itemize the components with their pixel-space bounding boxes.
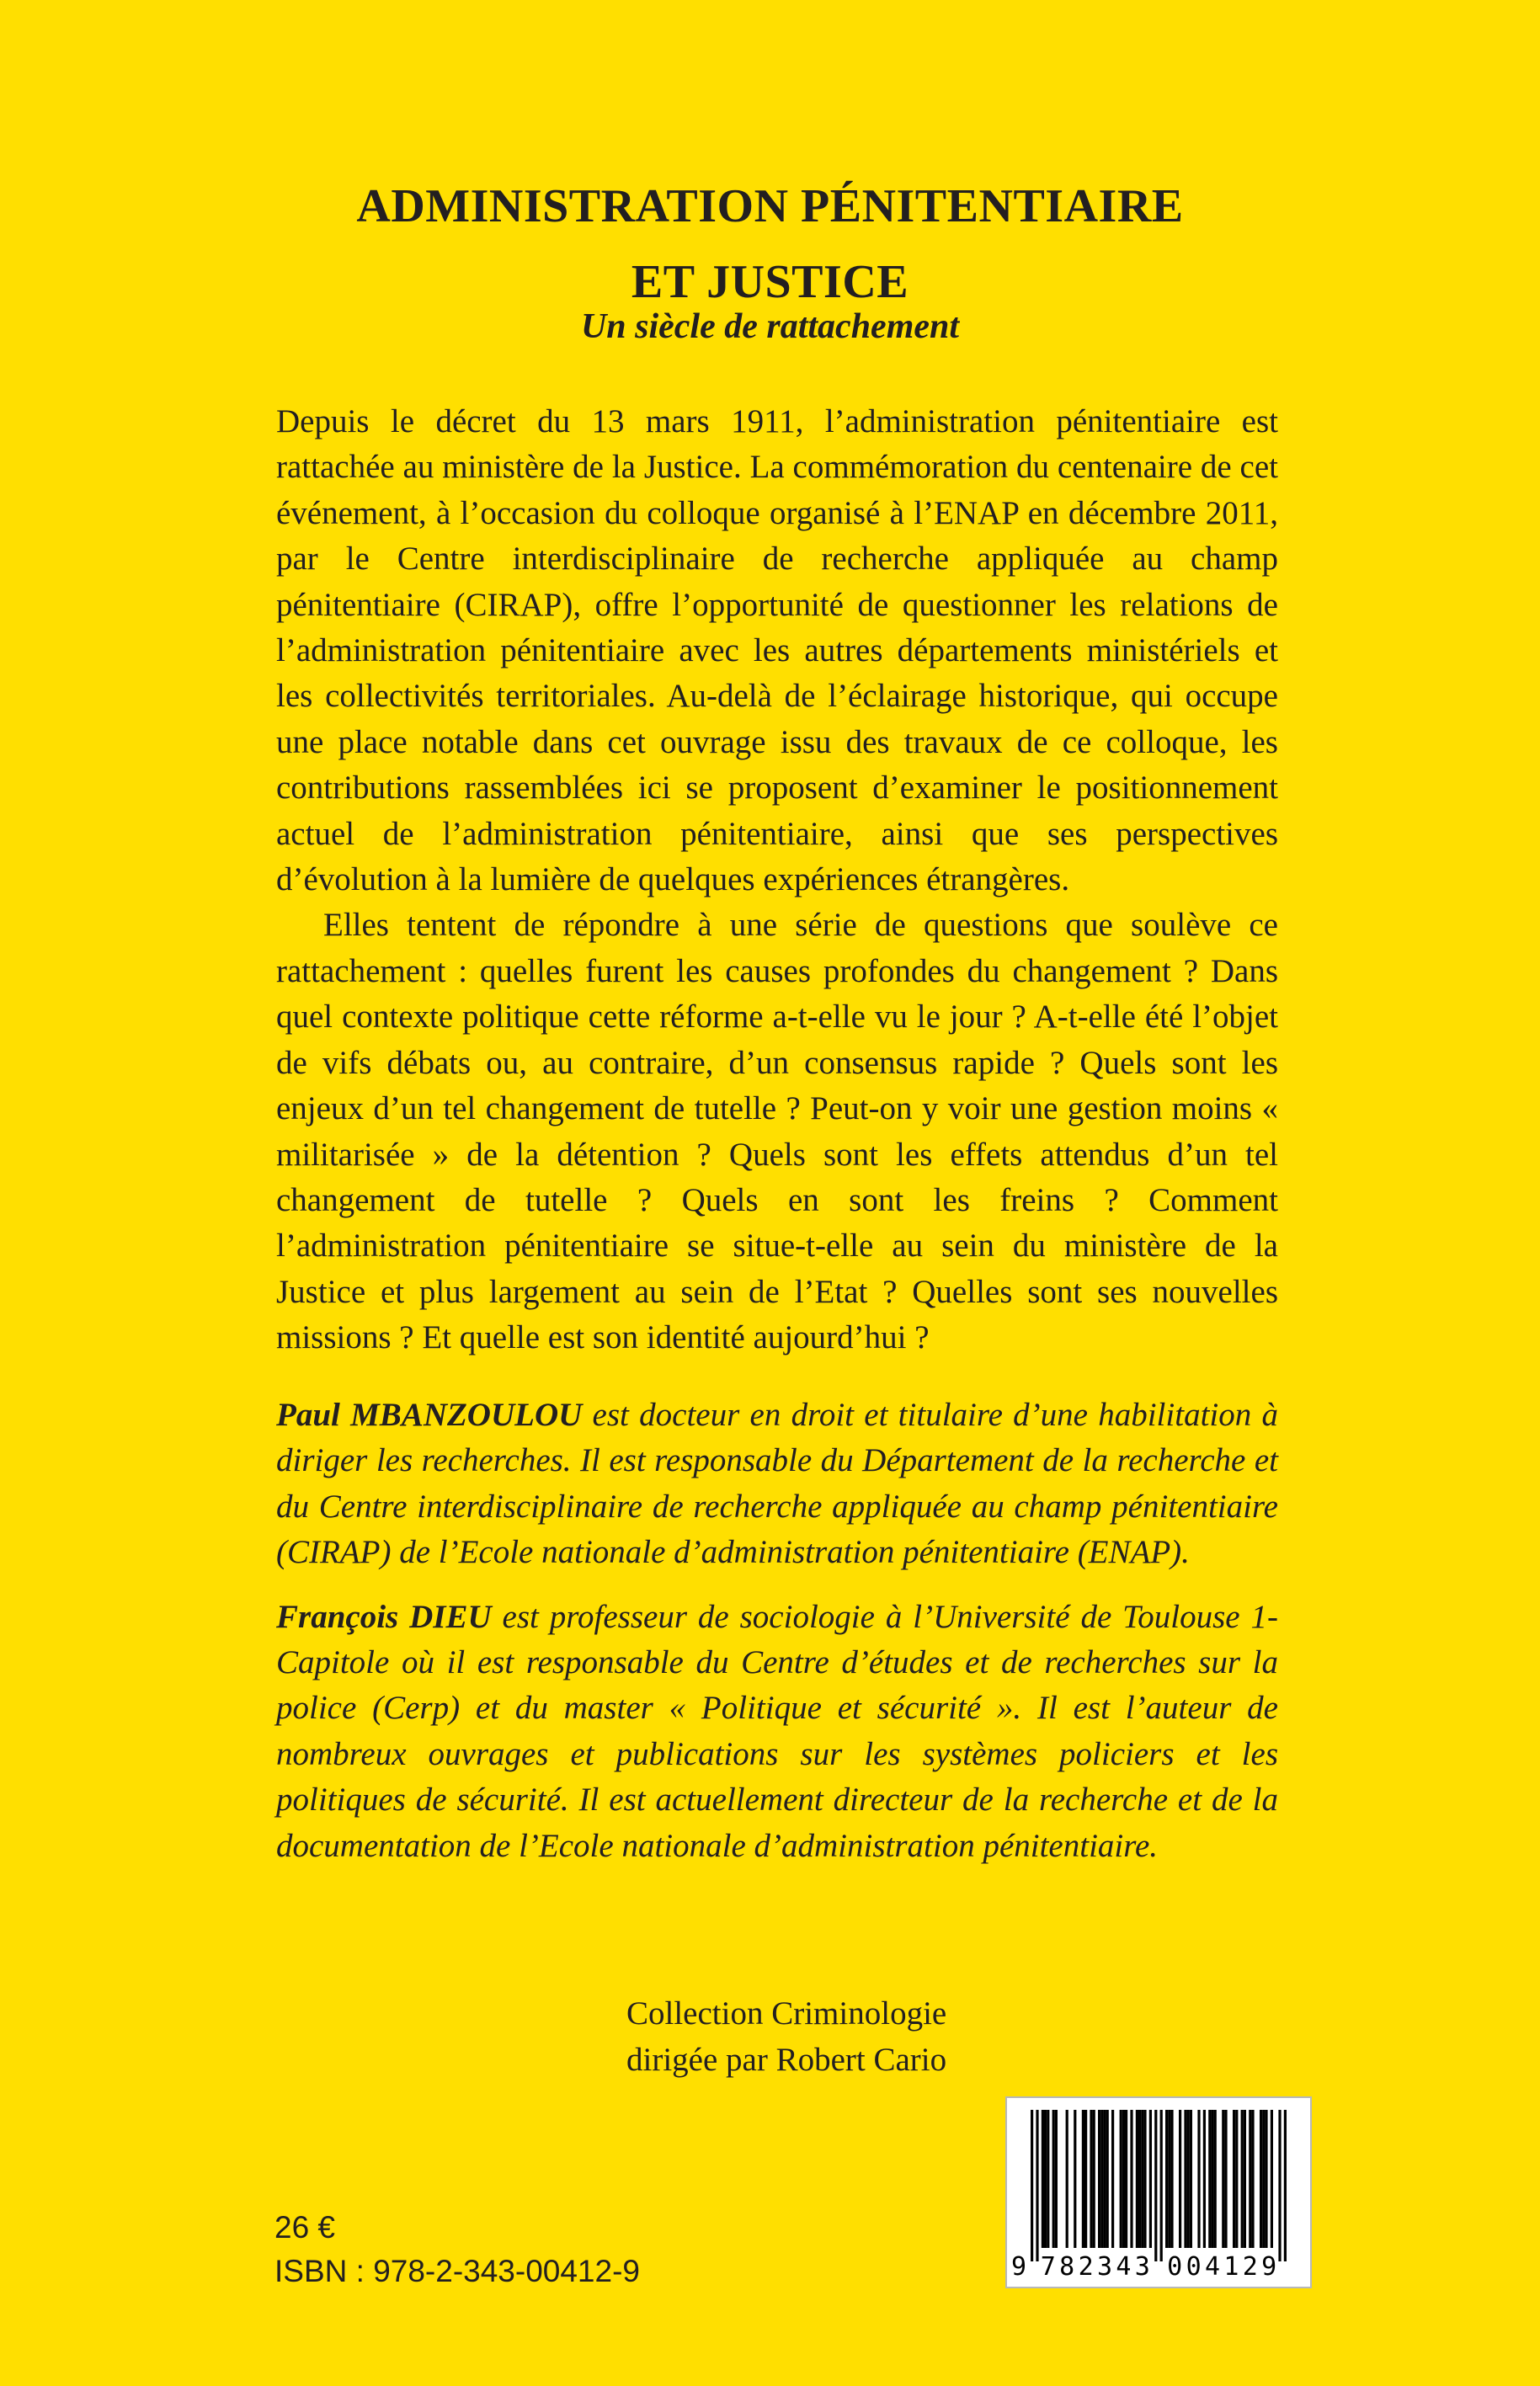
barcode-bar <box>1125 2110 1127 2248</box>
barcode-digit: 9 <box>1261 2252 1277 2282</box>
barcode-bar <box>1031 2110 1033 2261</box>
summary-paragraph-1: Depuis le décret du 13 mars 1911, l’administration pénitentiaire est rattachée au ministère de la Justice. La commémoration du centenaire de cet événement, à l’occasion du colloque organisé à l’ENAP en décembre 2011, par le Centre interdisciplinaire de recherche appliquée au champ pénitentiaire (CIRAP), offre l’opportunité de questionner les relations de l’administration pénitentiaire avec les autres départements ministériels et les collectivités territoriales. Au-delà de l’éclairage historique, qui occupe une place notable dans cet ouvrage issu des travaux de ce colloque, les contributions rassemblées ici se proposent d’examiner le positionnement actuel de l’administration pénitentiaire, ainsi que ses perspectives d’évolution à la lumière de quelques expériences étrangères. <box>276 403 1278 898</box>
barcode-bar <box>1138 2110 1141 2248</box>
barcode-bar <box>1130 2110 1132 2248</box>
barcode-bar <box>1143 2110 1146 2248</box>
barcode-bar <box>1187 2110 1190 2248</box>
barcode-bar <box>1154 2110 1157 2261</box>
collection-name: Collection Criminologie <box>626 1995 947 2032</box>
author-name: Paul MBANZOULOU <box>276 1397 583 1433</box>
barcode-bar <box>1036 2110 1038 2261</box>
barcode-bar <box>1284 2110 1287 2261</box>
barcode-bar <box>1168 2110 1170 2248</box>
barcode-bar <box>1262 2110 1265 2248</box>
barcode-digit: 3 <box>1096 2252 1113 2282</box>
barcode-digit: 4 <box>1204 2252 1221 2282</box>
book-subtitle: Un siècle de rattachement <box>580 307 960 346</box>
barcode-digit: 2 <box>1242 2252 1258 2282</box>
barcode-bar <box>1160 2110 1163 2261</box>
barcode-bar <box>1055 2110 1058 2248</box>
barcode-bar <box>1271 2110 1273 2248</box>
barcode-bar <box>1265 2110 1267 2248</box>
barcode-bar <box>1214 2110 1217 2248</box>
barcode-bar <box>1090 2110 1092 2248</box>
barcode-bar <box>1197 2110 1200 2248</box>
barcode-bar <box>1224 2110 1227 2248</box>
barcode-bar <box>1149 2110 1152 2248</box>
barcode-bar <box>1249 2110 1251 2248</box>
barcode-digit: 0 <box>1186 2252 1202 2282</box>
barcode-bar <box>1042 2110 1044 2248</box>
price: 26 € <box>274 2210 336 2245</box>
barcode-digit: 2 <box>1078 2252 1094 2282</box>
barcode-bar <box>1170 2110 1173 2248</box>
barcode-digit: 1 <box>1223 2252 1239 2282</box>
barcode-bar <box>1278 2110 1281 2261</box>
barcode <box>1005 2096 1312 2288</box>
author-name: François DIEU <box>276 1598 492 1635</box>
author-bio-text: est docteur en droit et titulaire d’une habilitation à diriger les recherches. Il est responsable du Département de la recherche et du Centre interdisciplinaire de recherche appliquée au champ pénitentiaire (CIRAP) de l’Ecole nationale d’administration pénitentiaire (ENAP). <box>276 1397 1278 1571</box>
barcode-bar <box>1251 2110 1254 2248</box>
summary-text <box>276 399 1278 1361</box>
barcode-bar <box>1047 2110 1049 2248</box>
barcode-bar <box>1074 2110 1076 2248</box>
barcode-bar <box>1100 2110 1103 2248</box>
barcode-bar <box>1184 2110 1186 2248</box>
barcode-bar <box>1260 2110 1262 2248</box>
barcode-bar <box>1203 2110 1206 2248</box>
collection-info <box>626 1990 946 2083</box>
title-line-1: ADMINISTRATION PÉNITENTIAIRE <box>356 180 1184 232</box>
barcode-bar <box>1233 2110 1235 2248</box>
barcode-bar <box>1066 2110 1068 2248</box>
barcode-bar <box>1208 2110 1211 2248</box>
barcode-bar <box>1106 2110 1109 2248</box>
barcode-digit: 4 <box>1116 2252 1132 2282</box>
isbn: ISBN : 978-2-343-00412-9 <box>274 2254 640 2288</box>
barcode-graphic <box>1007 2098 1310 2287</box>
barcode-bar <box>1103 2110 1106 2248</box>
barcode-bar <box>1244 2110 1246 2248</box>
barcode-bar <box>1120 2110 1122 2248</box>
barcode-bar <box>1222 2110 1224 2248</box>
barcode-digit: 8 <box>1059 2252 1075 2282</box>
barcode-bar <box>1241 2110 1244 2248</box>
barcode-bar <box>1084 2110 1087 2248</box>
barcode-bar <box>1111 2110 1114 2248</box>
summary-paragraph-2: Elles tentent de répondre à une série de questions que soulève ce rattachement : quelles furent les causes profondes du changement ? Dans quel contexte politique cette réforme a-t-elle vu le jour ? A-t-elle été l’objet de vifs débats ou, au contraire, d’un consensus rapide ? Quels sont les enjeux d’un tel changement de tutelle ? Peut-on y voir une gestion moins « militarisée » de la détention ? Quels sont les effets attendus d’un tel changement de tutelle ? Quels en sont les freins ? Comment l’administration pénitentiaire se situe-t-elle au sein du ministère de la Justice et plus largement au sein de l’Etat ? Quelles sont ses nouvelles missions ? Et quelle est son identité aujourd’hui ? <box>276 907 1278 1356</box>
barcode-digit: 9 <box>1010 2252 1027 2282</box>
author-bio-text: est professeur de sociologie à l’Université de Toulouse 1-Capitole où il est responsable du Centre d’études et de recherches sur la police (Cerp) et du master « Politique et sécurité ». Il est l’auteur de nombreux ouvrages et publications sur les systèmes policiers et les politiques de sécurité. Il est actuellement directeur de la recherche et de la documentation de l’Ecole nationale d’administration pénitentiaire. <box>276 1598 1278 1864</box>
barcode-bar <box>1190 2110 1192 2248</box>
author-bio-2 <box>276 1595 1278 1869</box>
barcode-bar <box>1098 2110 1100 2248</box>
author-bio-1 <box>276 1393 1278 1576</box>
barcode-bar <box>1165 2110 1168 2248</box>
barcode-bar <box>1136 2110 1138 2248</box>
barcode-bar <box>1082 2110 1084 2248</box>
barcode-bar <box>1141 2110 1143 2248</box>
title-line-2: ET JUSTICE <box>631 256 909 308</box>
author-bios <box>276 1393 1278 1869</box>
book-title <box>0 168 1540 320</box>
barcode-bar <box>1122 2110 1125 2248</box>
barcode-digit: 3 <box>1134 2252 1150 2282</box>
barcode-bar <box>1052 2110 1055 2248</box>
barcode-bar <box>1179 2110 1181 2248</box>
barcode-bar <box>1211 2110 1213 2248</box>
barcode-digit: 7 <box>1040 2252 1056 2282</box>
collection-director: dirigée par Robert Cario <box>626 2042 947 2078</box>
barcode-digit: 0 <box>1167 2252 1183 2282</box>
barcode-bar <box>1093 2110 1095 2248</box>
barcode-bar <box>1044 2110 1047 2248</box>
barcode-bar <box>1235 2110 1238 2248</box>
